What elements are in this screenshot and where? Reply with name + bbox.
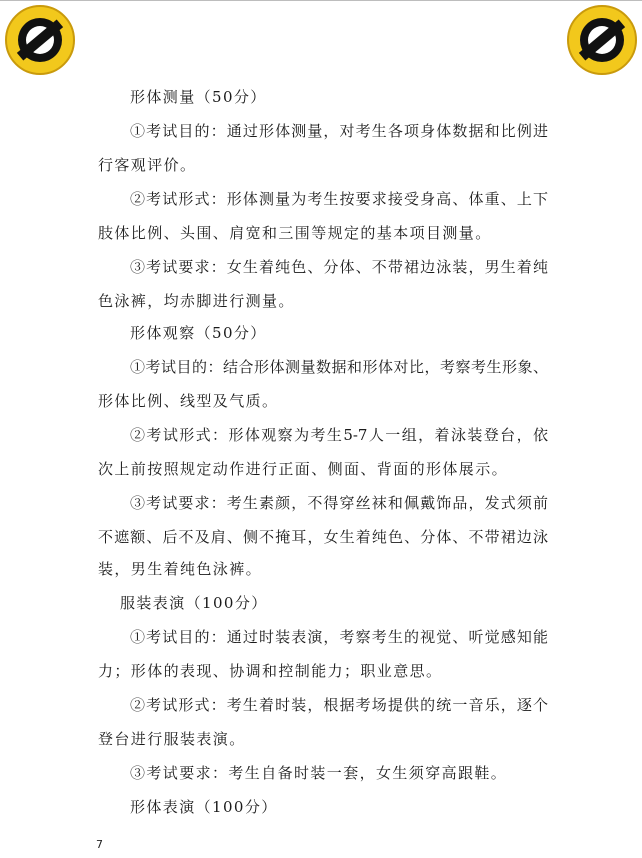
paragraph-line: ②考试形式：考生着时装，根据考场提供的统一音乐，逐个 <box>130 696 548 714</box>
section-heading: 服装表演（100分） <box>120 594 268 612</box>
pdf-xchange-badge-left[interactable] <box>4 4 76 76</box>
section-heading: 形体表演（100分） <box>130 798 278 816</box>
paragraph-line: 登台进行服装表演。 <box>98 730 246 748</box>
paragraph-line: ②考试形式：形体观察为考生5-7人一组，着泳装登台，依 <box>130 426 548 444</box>
paragraph-line: 装，男生着纯色泳裤。 <box>98 560 263 578</box>
paragraph-line: ③考试要求：女生着纯色、分体、不带裙边泳装，男生着纯 <box>130 258 548 276</box>
paragraph-line: 形体比例、线型及气质。 <box>98 392 279 410</box>
paragraph-line: ①考试目的：通过时装表演，考察考生的视觉、听觉感知能 <box>130 628 548 646</box>
paragraph-line: ①考试目的：通过形体测量，对考生各项身体数据和比例进 <box>130 122 548 140</box>
paragraph-line: ③考试要求：考生自备时装一套，女生须穿高跟鞋。 <box>130 764 508 782</box>
section-heading: 形体测量（50分） <box>130 88 267 106</box>
paragraph-line: ①考试目的：结合形体测量数据和形体对比，考察考生形象、 <box>130 358 548 376</box>
pdf-xchange-badge-icon <box>566 4 638 76</box>
paragraph-line: 肢体比例、头围、肩宽和三围等规定的基本项目测量。 <box>98 224 492 242</box>
pdf-xchange-badge-right[interactable] <box>566 4 638 76</box>
page-top-border <box>0 0 642 1</box>
paragraph-line: 次上前按照规定动作进行正面、侧面、背面的形体展示。 <box>98 460 509 478</box>
paragraph-line: 色泳裤，均赤脚进行测量。 <box>98 292 295 310</box>
paragraph-line: ②考试形式：形体测量为考生按要求接受身高、体重、上下 <box>130 190 548 208</box>
paragraph-line: ③考试要求：考生素颜，不得穿丝袜和佩戴饰品，发式须前 <box>130 494 548 512</box>
page-number: 7 <box>96 838 103 851</box>
paragraph-line: 力；形体的表现、协调和控制能力；职业意思。 <box>98 662 443 680</box>
paragraph-line: 行客观评价。 <box>98 156 197 174</box>
section-heading: 形体观察（50分） <box>130 324 267 342</box>
pdf-xchange-badge-icon <box>4 4 76 76</box>
paragraph-line: 不遮额、后不及肩、侧不掩耳，女生着纯色、分体、不带裙边泳 <box>98 528 548 546</box>
